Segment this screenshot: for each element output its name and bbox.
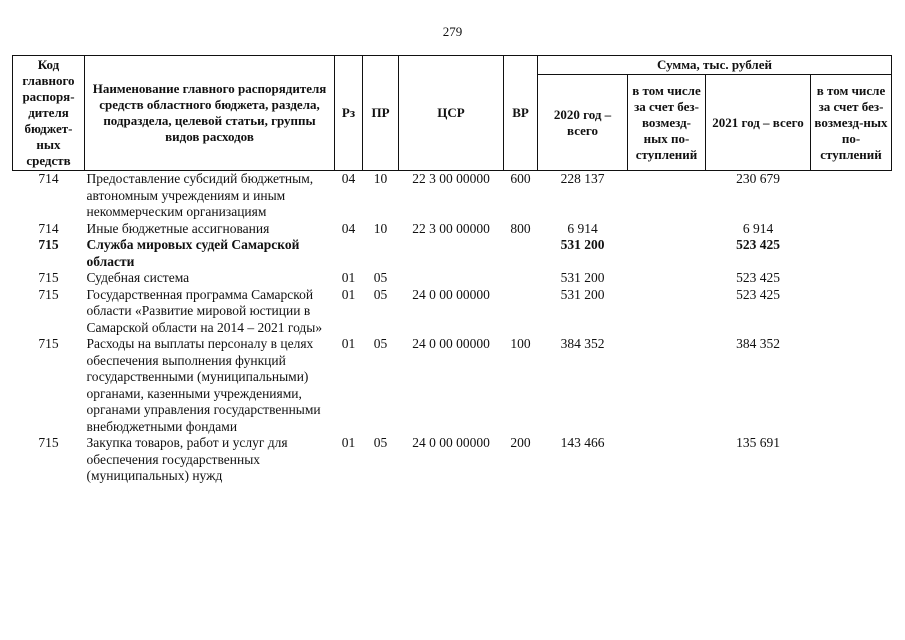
table-row bbox=[13, 270, 892, 287]
table-row bbox=[13, 171, 892, 221]
row-2020-free bbox=[628, 435, 706, 485]
row-pr: 05 bbox=[373, 286, 388, 302]
header-sum: Сумма, тыс. рублей bbox=[538, 56, 892, 75]
row-code: 715 bbox=[38, 286, 59, 302]
row-2021-free bbox=[811, 435, 892, 485]
budget-table bbox=[12, 55, 892, 485]
row-code: 714 bbox=[38, 220, 59, 236]
row-pr: 10 bbox=[373, 220, 388, 236]
row-2021-free bbox=[811, 270, 892, 287]
row-2020-free bbox=[628, 221, 706, 238]
header-2020-free: в том числе за счет без-возмезд-ных по-ступлений bbox=[628, 75, 706, 171]
row-2021-total: 523 425 bbox=[736, 237, 780, 252]
row-2020-total: 531 200 bbox=[560, 286, 605, 302]
row-rz: 01 bbox=[341, 336, 356, 351]
row-2021-total: 230 679 bbox=[736, 171, 780, 186]
row-csr: 24 0 00 00000 bbox=[412, 435, 490, 450]
header-name: Наименование главного распорядителя средств областного бюджета, раздела, подраздела, целевой статьи, группы видов расходов bbox=[85, 56, 335, 171]
row-2021-free bbox=[811, 171, 892, 221]
row-pr bbox=[363, 237, 399, 270]
row-code: 715 bbox=[38, 237, 59, 252]
row-2020-free bbox=[628, 171, 706, 221]
row-2020-free bbox=[628, 336, 706, 435]
row-vr: 200 bbox=[510, 435, 531, 450]
row-name: Служба мировых судей Самарской области bbox=[86, 237, 300, 269]
row-vr bbox=[504, 237, 538, 270]
row-pr: 10 bbox=[373, 171, 388, 186]
row-2021-free bbox=[811, 287, 892, 337]
row-2020-free bbox=[628, 270, 706, 287]
row-csr: 24 0 00 00000 bbox=[412, 336, 490, 351]
row-csr: 22 3 00 00000 bbox=[412, 171, 490, 186]
header-pr: ПР bbox=[363, 56, 399, 171]
header-2021-free: в том числе за счет без-возмезд-ных по-ступлений bbox=[811, 75, 892, 171]
row-csr bbox=[399, 237, 504, 270]
row-2020-free bbox=[628, 237, 706, 270]
row-vr bbox=[504, 287, 538, 337]
row-name: Расходы на выплаты персоналу в целях обеспечения выполнения функций государственными (муниципальными) органами, казенными учреждениями, органами управления государственными внебюджетными фондами bbox=[86, 336, 321, 434]
row-2021-free bbox=[811, 221, 892, 238]
row-name: Судебная система bbox=[86, 270, 190, 285]
row-csr: 24 0 00 00000 bbox=[412, 286, 490, 302]
row-vr: 600 bbox=[510, 171, 531, 186]
row-pr: 05 bbox=[373, 336, 388, 351]
row-rz: 01 bbox=[341, 270, 356, 285]
header-2020-total: 2020 год – всего bbox=[538, 75, 628, 171]
row-2020-total: 384 352 bbox=[560, 336, 605, 351]
row-2021-total: 6 914 bbox=[742, 220, 774, 236]
row-2021-total: 523 425 bbox=[736, 270, 780, 285]
row-2020-total: 6 914 bbox=[567, 220, 598, 236]
row-code: 715 bbox=[38, 336, 59, 351]
row-vr: 800 bbox=[510, 220, 531, 236]
row-code: 714 bbox=[38, 171, 59, 186]
row-2021-total: 384 352 bbox=[736, 336, 780, 351]
row-2021-free bbox=[811, 237, 892, 270]
page-number: 279 bbox=[442, 24, 463, 39]
header-vr: ВР bbox=[504, 56, 538, 171]
row-rz bbox=[335, 237, 363, 270]
row-rz: 04 bbox=[341, 171, 356, 186]
row-pr: 05 bbox=[373, 435, 388, 450]
table-row bbox=[13, 287, 892, 337]
row-2021-total: 523 425 bbox=[736, 286, 780, 302]
row-2020-total: 531 200 bbox=[560, 270, 605, 285]
row-name: Государственная программа Самарской области «Развитие мировой юстиции в Самарской области на 2014 – 2021 годы» bbox=[86, 286, 323, 335]
row-2020-total: 531 200 bbox=[560, 237, 605, 252]
row-name: Закупка товаров, работ и услуг для обеспечения государственных (муниципальных) нужд bbox=[86, 435, 288, 483]
row-pr: 05 bbox=[373, 270, 388, 285]
row-code: 715 bbox=[38, 435, 59, 450]
row-csr: 22 3 00 00000 bbox=[412, 220, 490, 236]
header-2021-total: 2021 год – всего bbox=[706, 75, 811, 171]
table-row bbox=[13, 221, 892, 238]
header-rz: Рз bbox=[335, 56, 363, 171]
header-code: Код главного распоря-дителя бюджет-ных средств bbox=[13, 56, 85, 171]
table-row bbox=[13, 336, 892, 435]
row-rz: 04 bbox=[341, 220, 356, 236]
row-name: Иные бюджетные ассигнования bbox=[86, 220, 270, 236]
row-2020-free bbox=[628, 287, 706, 337]
row-rz: 01 bbox=[341, 435, 356, 450]
row-name: Предоставление субсидий бюджетным, автономным учреждениям и иным некоммерческим организациям bbox=[86, 171, 314, 219]
row-vr bbox=[504, 270, 538, 287]
row-2020-total: 228 137 bbox=[560, 171, 605, 186]
row-csr bbox=[399, 270, 504, 287]
row-2020-total: 143 466 bbox=[560, 435, 605, 450]
header-csr: ЦСР bbox=[399, 56, 504, 171]
row-2021-total: 135 691 bbox=[736, 435, 780, 450]
row-2021-free bbox=[811, 336, 892, 435]
row-code: 715 bbox=[38, 270, 59, 285]
row-rz: 01 bbox=[341, 286, 356, 302]
row-vr: 100 bbox=[510, 336, 531, 351]
table-row bbox=[13, 237, 892, 270]
table-row bbox=[13, 435, 892, 485]
